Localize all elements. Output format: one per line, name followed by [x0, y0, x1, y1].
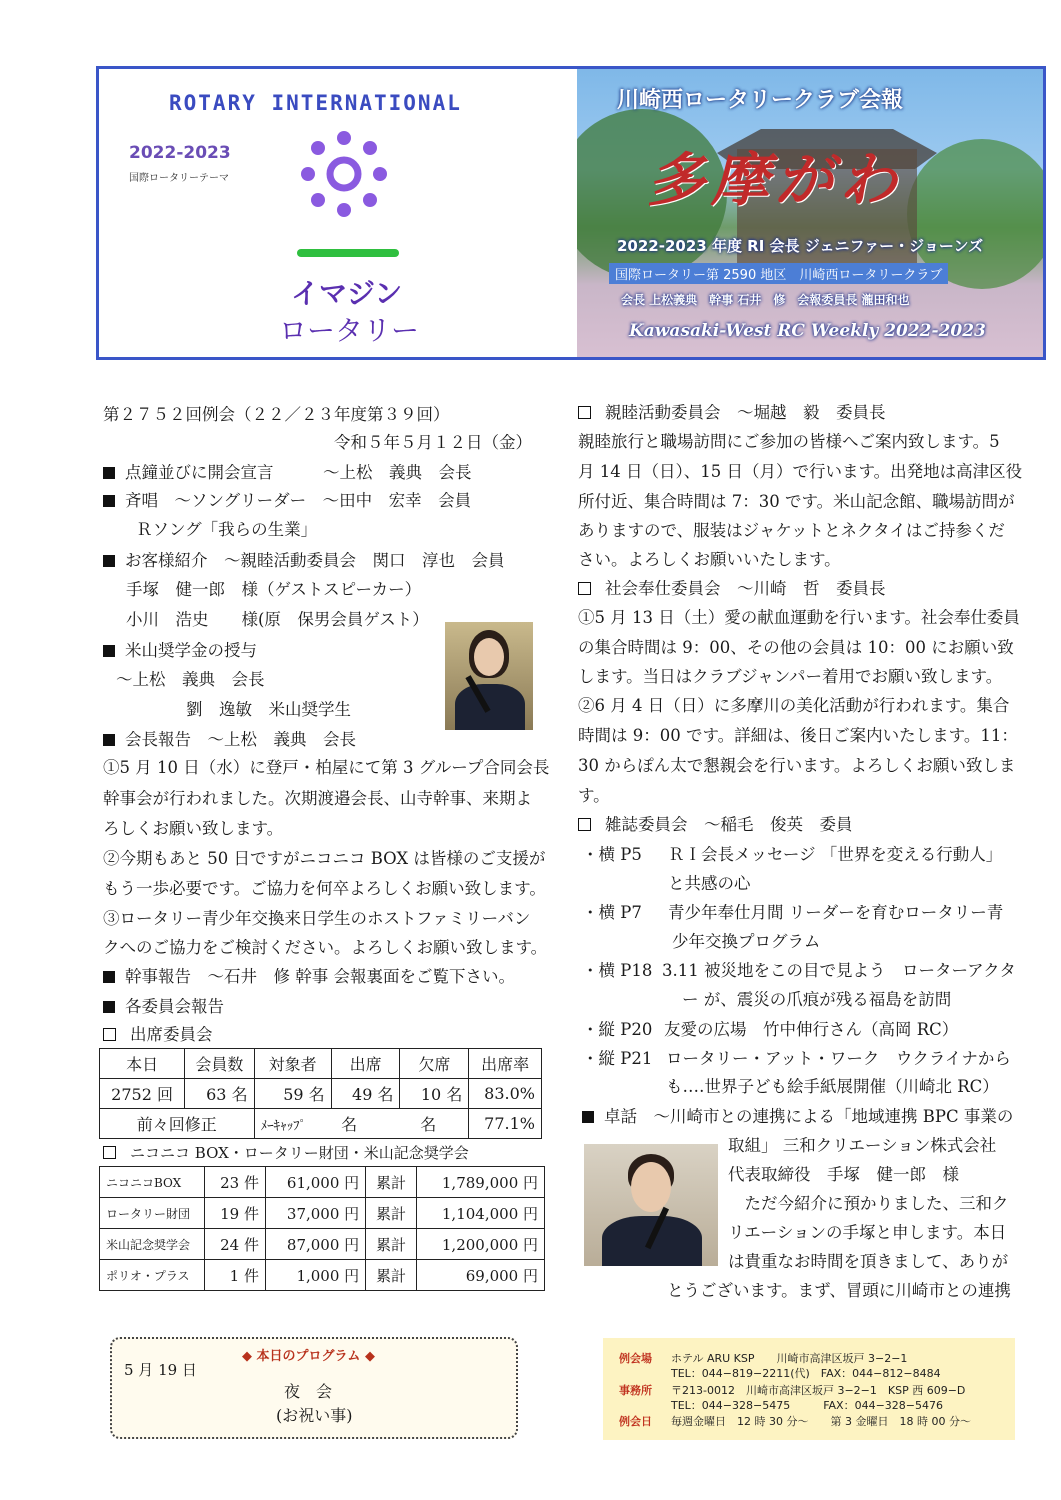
table-cell: 83.0%	[469, 1079, 542, 1109]
program-box	[110, 1337, 518, 1439]
section-heading: 親睦活動委員会 ～堀越 毅 委員長	[578, 402, 886, 424]
meeting-date: 令和５年５月１２日（金）	[334, 433, 532, 452]
speaker-photo	[584, 1144, 718, 1266]
section-heading: 社会奉仕委員会 ～川崎 哲 委員長	[578, 578, 886, 600]
agenda-subitem: Ｒソング「我らの生業」	[136, 520, 318, 539]
club-info-box	[603, 1338, 1015, 1440]
district-line: 国際ロータリー第 2590 地区 川崎西ロータリークラブ	[609, 263, 948, 284]
imagine-rotary-logo-icon	[299, 129, 389, 219]
agenda-item: 米山奨学金の授与	[103, 640, 257, 662]
body-line: は貴重なお時間を頂きまして、ありが	[728, 1252, 1009, 1271]
program-heading: ◆ 本日のプログラム ◆	[242, 1349, 375, 1364]
report-line: ①5 月 10 日（水）に登戸・柏屋にて第 3 グループ合同会長	[103, 758, 550, 777]
bullet-square-icon	[103, 971, 115, 983]
table-cell: 23 件	[205, 1167, 266, 1198]
open-square-icon	[103, 1146, 116, 1159]
table-cell: 前々回修正	[100, 1109, 255, 1139]
bullet-square-icon	[103, 467, 115, 479]
table-cell: ニコニコBOX	[100, 1167, 205, 1198]
report-line: ②今期もあと 50 日ですがニコニコ BOX は皆様のご支援が	[103, 849, 546, 868]
venue-label: 例会場	[619, 1352, 652, 1365]
open-square-icon	[578, 582, 591, 595]
agenda-item: 卓話 ～川崎市との連携による「地域連携 BPC 事業の	[582, 1106, 1013, 1128]
bullet-square-icon	[103, 734, 115, 746]
bullet-square-icon	[103, 495, 115, 507]
table-header-cell: 欠席	[400, 1049, 469, 1079]
ri-president-line: 2022-2023 年度 RI 会長 ジェニファー・ジョーンズ	[617, 237, 984, 255]
body-line: 時間は 9：00 です。詳細は、後日ご案内いたします。11：	[578, 726, 1018, 745]
table-header-cell: 会員数	[185, 1049, 254, 1079]
guest-line: 手塚 健一郎 様（ゲストスピーカー）	[126, 580, 422, 599]
report-line: 幹事会が行われました。次期渡邉会長、山寺幹事、来期よ	[103, 789, 532, 808]
office-tel: TEL：044−328−5475 FAX：044−328−5476	[671, 1399, 944, 1412]
body-line: ②6 月 4 日（日）に多摩川の美化活動が行われます。集合	[578, 696, 1010, 715]
magazine-page: ・横 P7	[582, 903, 642, 922]
magazine-page: ・縦 P21	[582, 1049, 653, 1068]
body-line: 所付近、集合時間は 7：30 です。米山記念館、職場訪問が	[578, 492, 1015, 511]
table-row	[100, 1229, 545, 1260]
venue-tel: TEL：044−819−2211(代) FAX：044−812−8484	[671, 1367, 941, 1380]
theme-line-2: ロータリー	[279, 314, 420, 347]
table-cell: 1 件	[205, 1260, 266, 1291]
table-cell: ポリオ・プラス	[100, 1260, 205, 1291]
report-line: もう一歩必要です。ご協力を何卒よろしくお願い致します。	[103, 879, 546, 898]
body-line: ①5 月 13 日（土）愛の献血運動を行います。社会奉仕委員	[578, 608, 1020, 627]
table-header-cell: 出席	[331, 1049, 400, 1079]
magazine-text: も‥‥世界子ども絵手紙展開催（川崎北 RC）	[666, 1077, 999, 1096]
agenda-item: 点鐘並びに開会宣言 ～上松 義典 会長	[103, 462, 472, 484]
weekly-title: Kawasaki-West RC Weekly 2022-2023	[629, 321, 986, 341]
agenda-item: 幹事報告 ～石井 修 幹事 会報裏面をご覧下さい。	[103, 966, 515, 988]
bulletin-calligraphy-title: 多摩がわ	[647, 146, 904, 214]
table-row	[100, 1079, 542, 1109]
body-line: の集合時間は 9：00、その他の会員は 10：00 にお願い致	[578, 638, 1014, 657]
header-banner	[96, 66, 1046, 360]
table-header-cell: 出席率	[469, 1049, 542, 1079]
attendance-table	[99, 1048, 542, 1139]
table-cell: 69,000 円	[416, 1260, 544, 1291]
club-banner-photo	[577, 69, 1043, 357]
program-date: 5 月 19 日	[124, 1361, 197, 1379]
table-header-cell: 対象者	[254, 1049, 331, 1079]
report-line: クへのご協力をご検討ください。よろしくお願い致します。	[103, 938, 548, 957]
report-line: ろしくお願い致します。	[103, 819, 284, 838]
ri-theme-label: 国際ロータリーテーマ	[129, 173, 229, 184]
table-cell: 37,000 円	[265, 1198, 365, 1229]
section-heading: 雑誌委員会 ～稲毛 俊英 委員	[578, 814, 853, 836]
table-cell: 61,000 円	[265, 1167, 365, 1198]
table-cell: 米山記念奨学会	[100, 1229, 205, 1260]
donation-table	[99, 1166, 545, 1291]
table-cell: 1,000 円	[265, 1260, 365, 1291]
body-line: 30 からぽん太で懇親会を行います。よろしくお願い致しま	[578, 756, 1016, 775]
body-line: す。	[578, 786, 610, 805]
magazine-text: ー が、震災の爪痕が残る福島を訪問	[682, 990, 952, 1009]
meeting-day-text: 毎週金曜日 12 時 30 分～ 第 3 金曜日 18 時 00 分～	[671, 1415, 971, 1428]
theme-divider-bar	[297, 249, 399, 257]
ri-years: 2022-2023	[129, 143, 231, 163]
diamond-icon: ◆	[242, 1349, 252, 1364]
table-row	[100, 1109, 542, 1139]
table-cell: 1,104,000 円	[416, 1198, 544, 1229]
table-cell: 10 名	[400, 1079, 469, 1109]
open-square-icon	[578, 818, 591, 831]
table-cell: 累計	[366, 1198, 417, 1229]
table-cell: 累計	[366, 1167, 417, 1198]
ri-theme-panel	[99, 69, 577, 357]
magazine-text: 3.11 被災地をこの目で見よう ローターアクタ	[662, 961, 1016, 980]
program-line-1: 夜 会	[284, 1382, 333, 1401]
magazine-page: ・横 P5	[582, 845, 642, 864]
section-heading: ニコニコ BOX・ロータリー財団・米山記念奨学会	[103, 1142, 469, 1164]
table-row	[100, 1198, 545, 1229]
table-cell: 19 件	[205, 1198, 266, 1229]
table-cell: 24 件	[205, 1229, 266, 1260]
body-line: 親睦旅行と職場訪問にご参加の皆様へご案内致します。5	[578, 432, 1000, 451]
theme-line-1: イマジン	[291, 277, 403, 310]
table-row	[100, 1049, 542, 1079]
venue-text: ホテル ARU KSP 川崎市高津区坂戸 3−2−1	[671, 1352, 908, 1365]
body-line: ありますので、服装はジャケットとネクタイはご持参くだ	[578, 521, 1005, 540]
table-cell: 累計	[366, 1229, 417, 1260]
table-cell: 77.1%	[469, 1109, 542, 1139]
body-line: ただ今紹介に預かりました、三和ク	[728, 1194, 1009, 1213]
magazine-text: と共感の心	[668, 874, 751, 893]
magazine-text: 青少年奉仕月間 リーダーを育むロータリー青	[668, 903, 1004, 922]
agenda-item: お客様紹介 ～親睦活動委員会 関口 淳也 会員	[103, 550, 505, 572]
table-cell: 87,000 円	[265, 1229, 365, 1260]
agenda-subitem: 劉 逸敏 米山奨学生	[186, 700, 351, 719]
body-line: さい。よろしくお願いいたします。	[578, 550, 841, 569]
body-line: 代表取締役 手塚 健一郎 様	[728, 1165, 959, 1184]
diamond-icon: ◆	[364, 1349, 375, 1364]
agenda-subitem: ～上松 義典 会長	[116, 670, 265, 689]
magazine-text: ＲＩ会長メッセージ 「世界を変える行動人」	[668, 845, 1003, 864]
scholar-photo	[445, 622, 533, 730]
club-bulletin-title: 川崎西ロータリークラブ会報	[617, 88, 904, 113]
magazine-text: 少年交換プログラム	[672, 932, 821, 951]
table-cell: 63 名	[185, 1079, 254, 1109]
body-line: とうございます。まず、冒頭に川崎市との連携	[667, 1281, 1011, 1300]
table-cell: ロータリー財団	[100, 1198, 205, 1229]
club-officers-line: 会長 上松義典 幹事 石井 修 会報委員長 瀧田和也	[621, 293, 910, 307]
table-cell: ﾒｰｷｬｯﾌﾟ 名 名	[254, 1109, 469, 1139]
bullet-square-icon	[103, 555, 115, 567]
table-row	[100, 1167, 545, 1198]
bullet-square-icon	[103, 645, 115, 657]
body-line: します。当日はクラブジャンパー着用でお願い致します。	[578, 667, 1003, 686]
magazine-page: ・縦 P20	[582, 1020, 653, 1039]
table-cell: 2752 回	[100, 1079, 185, 1109]
section-heading: 出席委員会	[103, 1024, 213, 1046]
table-header-cell: 本日	[100, 1049, 185, 1079]
bullet-square-icon	[582, 1111, 594, 1123]
magazine-text: ロータリー・アット・ワーク ウクライナから	[666, 1049, 1011, 1068]
agenda-item: 各委員会報告	[103, 996, 224, 1018]
ri-title: ROTARY INTERNATIONAL	[169, 91, 462, 115]
table-cell: 1,200,000 円	[416, 1229, 544, 1260]
table-cell: 49 名	[331, 1079, 400, 1109]
table-cell: 累計	[366, 1260, 417, 1291]
guest-line: 小川 浩史 様(原 保男会員ゲスト）	[126, 610, 429, 629]
agenda-item: 会長報告 ～上松 義典 会長	[103, 729, 356, 751]
meeting-day-label: 例会日	[619, 1415, 652, 1428]
body-line: 月 14 日（日）、15 日（月）で行います。出発地は高津区役	[578, 462, 1023, 481]
body-line: リエーションの手塚と申します。本日	[728, 1223, 1007, 1242]
bullet-square-icon	[103, 1001, 115, 1013]
office-label: 事務所	[619, 1384, 652, 1397]
magazine-page: ・横 P18	[582, 961, 653, 980]
open-square-icon	[578, 406, 591, 419]
report-line: ③ロータリー青少年交換来日学生のホストファミリーバン	[103, 909, 531, 928]
open-square-icon	[103, 1028, 116, 1041]
program-line-2: (お祝い事)	[276, 1406, 353, 1425]
meeting-number: 第２７５２回例会（２２／２３年度第３９回）	[103, 405, 450, 424]
table-row	[100, 1260, 545, 1291]
magazine-text: 友愛の広場 竹中伸行さん（高岡 RC）	[664, 1020, 959, 1039]
body-line: 取組」 三和クリエーション株式会社	[728, 1136, 997, 1155]
office-text: 〒213-0012 川崎市高津区坂戸 3−2−1 KSP 西 609−D	[671, 1384, 966, 1397]
table-cell: 1,789,000 円	[416, 1167, 544, 1198]
agenda-item: 斉唱 ～ソングリーダー ～田中 宏幸 会員	[103, 490, 471, 512]
table-cell: 59 名	[254, 1079, 331, 1109]
